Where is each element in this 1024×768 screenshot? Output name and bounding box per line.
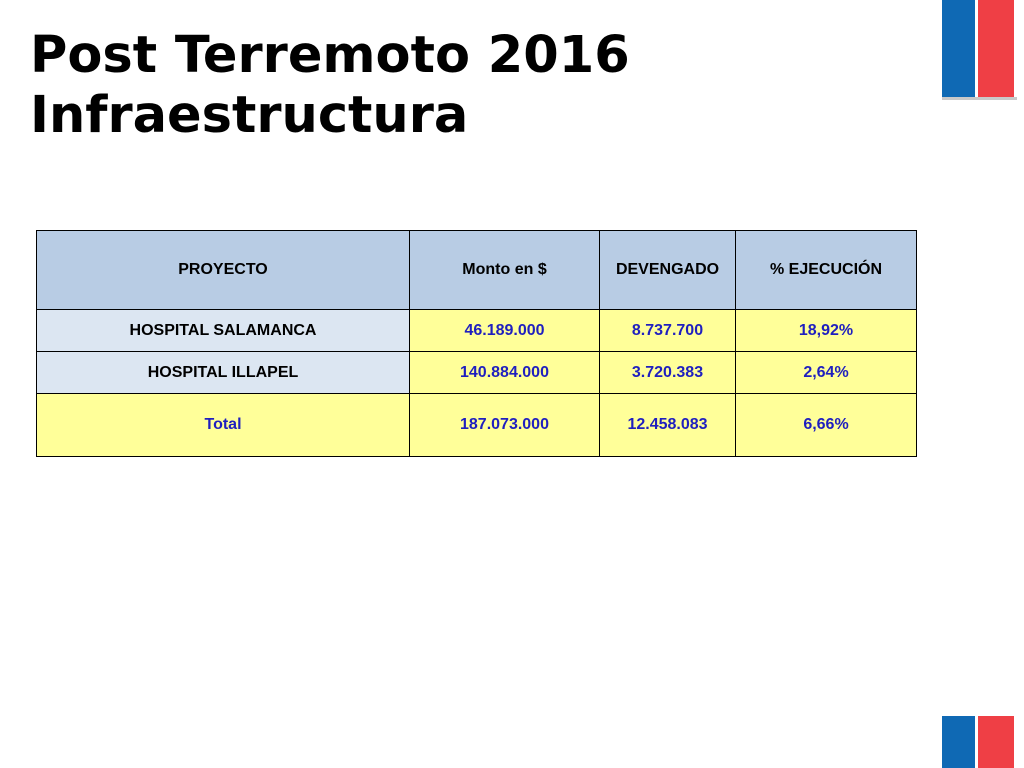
cell-monto: 46.189.000	[410, 310, 600, 352]
cell-devengado: 3.720.383	[600, 352, 736, 394]
cell-monto: 140.884.000	[410, 352, 600, 394]
flag-blue-band	[942, 716, 978, 768]
table-row	[37, 352, 917, 394]
cell-total-devengado: 12.458.083	[600, 394, 736, 457]
table-total-row	[37, 394, 917, 457]
table-row	[37, 310, 917, 352]
title-line-1: Post Terremoto 2016	[30, 26, 630, 85]
cell-proyecto: HOSPITAL SALAMANCA	[37, 310, 410, 352]
cell-total-monto: 187.073.000	[410, 394, 600, 457]
title-line-2: Infraestructura	[30, 86, 469, 145]
header-ejecucion: % EJECUCIÓN	[736, 231, 917, 310]
flag-shadow	[942, 97, 1017, 100]
flag-separator	[975, 716, 978, 768]
flag-logo-bottom	[942, 716, 1014, 768]
flag-red-band	[978, 716, 1014, 768]
header-monto: Monto en $	[410, 231, 600, 310]
flag-logo-top	[942, 0, 1014, 97]
flag-red-band	[978, 0, 1014, 97]
header-devengado: DEVENGADO	[600, 231, 736, 310]
cell-ejecucion: 2,64%	[736, 352, 917, 394]
header-proyecto: PROYECTO	[37, 231, 410, 310]
flag-blue-band	[942, 0, 978, 97]
slide-title	[30, 26, 630, 146]
flag-separator	[975, 0, 978, 97]
cell-proyecto: HOSPITAL ILLAPEL	[37, 352, 410, 394]
table-header-row	[37, 231, 917, 310]
cell-total-label: Total	[37, 394, 410, 457]
cell-total-ejecucion: 6,66%	[736, 394, 917, 457]
cell-ejecucion: 18,92%	[736, 310, 917, 352]
cell-devengado: 8.737.700	[600, 310, 736, 352]
budget-table	[36, 230, 917, 457]
